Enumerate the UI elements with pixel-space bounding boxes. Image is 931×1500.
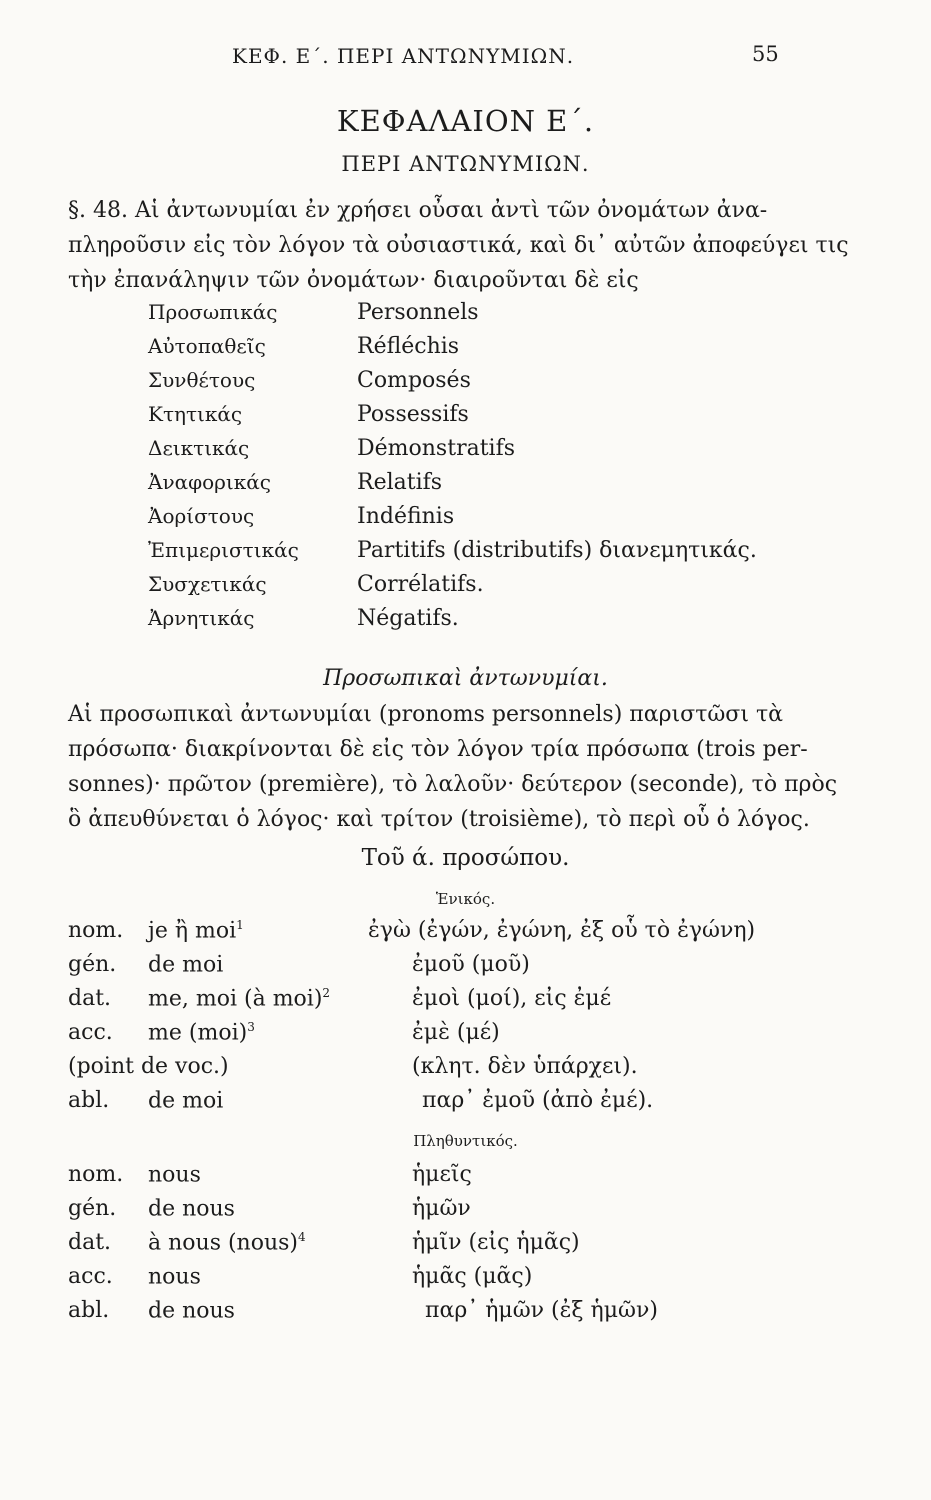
french-form: de moi xyxy=(148,952,224,978)
case-label: acc. xyxy=(68,1264,113,1289)
greek-form: παρ᾽ ἡμῶν (ἐξ ἡμῶν) xyxy=(425,1298,658,1323)
intro-line: τὴν ἐπανάληψιν τῶν ὀνομάτων· διαιροῦνται δὲ εἰς xyxy=(68,268,639,293)
greek-form: ἡμῖν (εἰς ἡμᾶς) xyxy=(412,1230,580,1255)
class-greek: Ἀρνητικάς xyxy=(148,606,255,630)
case-label: abl. xyxy=(68,1298,110,1323)
footnote-mark: 1 xyxy=(236,918,244,932)
class-greek: Δεικτικάς xyxy=(148,436,250,460)
case-label: (point de voc.) xyxy=(68,1054,229,1079)
class-greek: Προσωπικάς xyxy=(148,300,278,324)
section-line: ὃ ἀπευθύνεται ὁ λόγος· καὶ τρίτον (troisième), τὸ περὶ οὗ ὁ λόγος. xyxy=(68,807,810,832)
french-form: de nous xyxy=(148,1298,235,1324)
class-french: Négatifs. xyxy=(357,606,459,631)
class-greek: Συνθέτους xyxy=(148,368,256,392)
french-form: me (moi)$^3$ xyxy=(148,1020,255,1046)
french-form: de moi xyxy=(148,1088,224,1114)
case-label: dat. xyxy=(68,986,112,1011)
class-row xyxy=(0,572,931,606)
greek-form: ἐμοὶ (μοί), εἰς ἐμέ xyxy=(412,986,612,1011)
intro-line: §. 48. Αἱ ἀντωνυμίαι ἐν χρήσει οὖσαι ἀντὶ τῶν ὀνομάτων ἀνα- xyxy=(68,198,768,223)
footnote-mark: 3 xyxy=(247,1020,255,1034)
class-greek: Ἐπιμεριστικάς xyxy=(148,538,299,562)
section-title: Προσωπικαὶ ἀντωνυμίαι. xyxy=(323,666,608,691)
class-row xyxy=(0,504,931,538)
class-french: Relatifs xyxy=(357,470,443,495)
greek-form: ἡμεῖς xyxy=(412,1162,472,1187)
class-french: Indéfinis xyxy=(357,504,455,529)
greek-form: ἐμὲ (μέ) xyxy=(412,1020,500,1045)
singular-label: Ἑνικός. xyxy=(435,890,496,908)
greek-form: παρ᾽ ἐμοῦ (ἀπὸ ἐμέ). xyxy=(422,1088,654,1113)
class-french: Réfléchis xyxy=(357,334,460,359)
class-row xyxy=(0,470,931,504)
declension-row xyxy=(0,986,931,1020)
class-french: Composés xyxy=(357,368,471,393)
section-line: sonnes)· πρῶτον (première), τὸ λαλοῦν· δεύτερον (seconde), τὸ πρὸς xyxy=(68,772,838,797)
class-french: Possessifs xyxy=(357,402,469,427)
declension-row xyxy=(0,1162,931,1196)
footnote-mark: 2 xyxy=(322,986,331,1000)
chapter-title: ΚΕΦΑΛΑΙΟΝ Ε΄. xyxy=(336,104,595,138)
case-label: gén. xyxy=(68,952,117,977)
case-label: nom. xyxy=(68,1162,124,1187)
class-row xyxy=(0,538,931,572)
page-number: 55 xyxy=(752,42,779,66)
class-greek: Ἀναφορικάς xyxy=(148,470,271,494)
declension-row xyxy=(0,1054,931,1088)
class-row xyxy=(0,300,931,334)
running-head: ΚΕΦ. Ε΄. ΠΕΡΙ ΑΝΤΩΝΥΜΙΩΝ. xyxy=(232,44,575,68)
chapter-subtitle: ΠΕΡΙ ΑΝΤΩΝΥΜΙΩΝ. xyxy=(341,152,590,176)
french-form: nous xyxy=(148,1162,201,1188)
declension-row xyxy=(0,952,931,986)
class-greek: Ἀορίστους xyxy=(148,504,255,528)
class-greek: Συσχετικάς xyxy=(148,572,267,596)
footnote-mark: 4 xyxy=(298,1230,306,1244)
greek-form: ἡμῶν xyxy=(412,1196,471,1221)
french-form: à nous (nous)$^4$ xyxy=(148,1230,306,1256)
french-form: de nous xyxy=(148,1196,235,1222)
class-french: Personnels xyxy=(357,300,479,325)
declension-row xyxy=(0,1298,931,1332)
greek-form: ἡμᾶς (μᾶς) xyxy=(412,1264,533,1289)
french-form: me, moi (à moi)$^2$ xyxy=(148,986,331,1012)
french-form: je ἢ moi$^1$ xyxy=(148,918,244,944)
pronoun-class-list xyxy=(0,300,931,640)
class-row xyxy=(0,402,931,436)
case-label: abl. xyxy=(68,1088,110,1113)
class-row xyxy=(0,606,931,640)
declension-row xyxy=(0,1020,931,1054)
class-row xyxy=(0,334,931,368)
class-french: Démonstratifs xyxy=(357,436,516,461)
case-label: nom. xyxy=(68,918,124,943)
plural-label: Πληθυντικός. xyxy=(413,1132,518,1150)
greek-form: (κλητ. δὲν ὑπάρχει). xyxy=(412,1054,638,1079)
declension-row xyxy=(0,1088,931,1122)
class-row xyxy=(0,368,931,402)
french-form: nous xyxy=(148,1264,201,1290)
declension-row xyxy=(0,1264,931,1298)
declension-row xyxy=(0,918,931,952)
section-line: πρόσωπα· διακρίνονται δὲ εἰς τὸν λόγον τρία πρόσωπα (trois per- xyxy=(68,737,808,762)
declension-row xyxy=(0,1230,931,1264)
greek-form: ἐγὼ (ἐγών, ἐγώνη, ἐξ οὗ τὸ ἐγώνη) xyxy=(368,918,756,943)
intro-line: πληροῦσιν εἰς τὸν λόγον τὰ οὐσιαστικά, καὶ δι᾽ αὐτῶν ἀποφεύγει τις xyxy=(68,233,849,258)
class-row xyxy=(0,436,931,470)
case-label: acc. xyxy=(68,1020,113,1045)
greek-form: ἐμοῦ (μοῦ) xyxy=(412,952,530,977)
class-french: Corrélatifs. xyxy=(357,572,484,597)
case-label: dat. xyxy=(68,1230,112,1255)
declension-row xyxy=(0,1196,931,1230)
class-french: Partitifs (distributifs) διανεμητικάς. xyxy=(357,538,757,563)
person-heading: Τοῦ ά. προσώπου. xyxy=(361,845,570,871)
class-greek: Κτητικάς xyxy=(148,402,243,426)
class-greek: Αὐτοπαθεῖς xyxy=(148,334,266,358)
case-label: gén. xyxy=(68,1196,117,1221)
section-line: Αἱ προσωπικαὶ ἀντωνυμίαι (pronoms personnels) παριστῶσι τὰ xyxy=(68,702,783,727)
